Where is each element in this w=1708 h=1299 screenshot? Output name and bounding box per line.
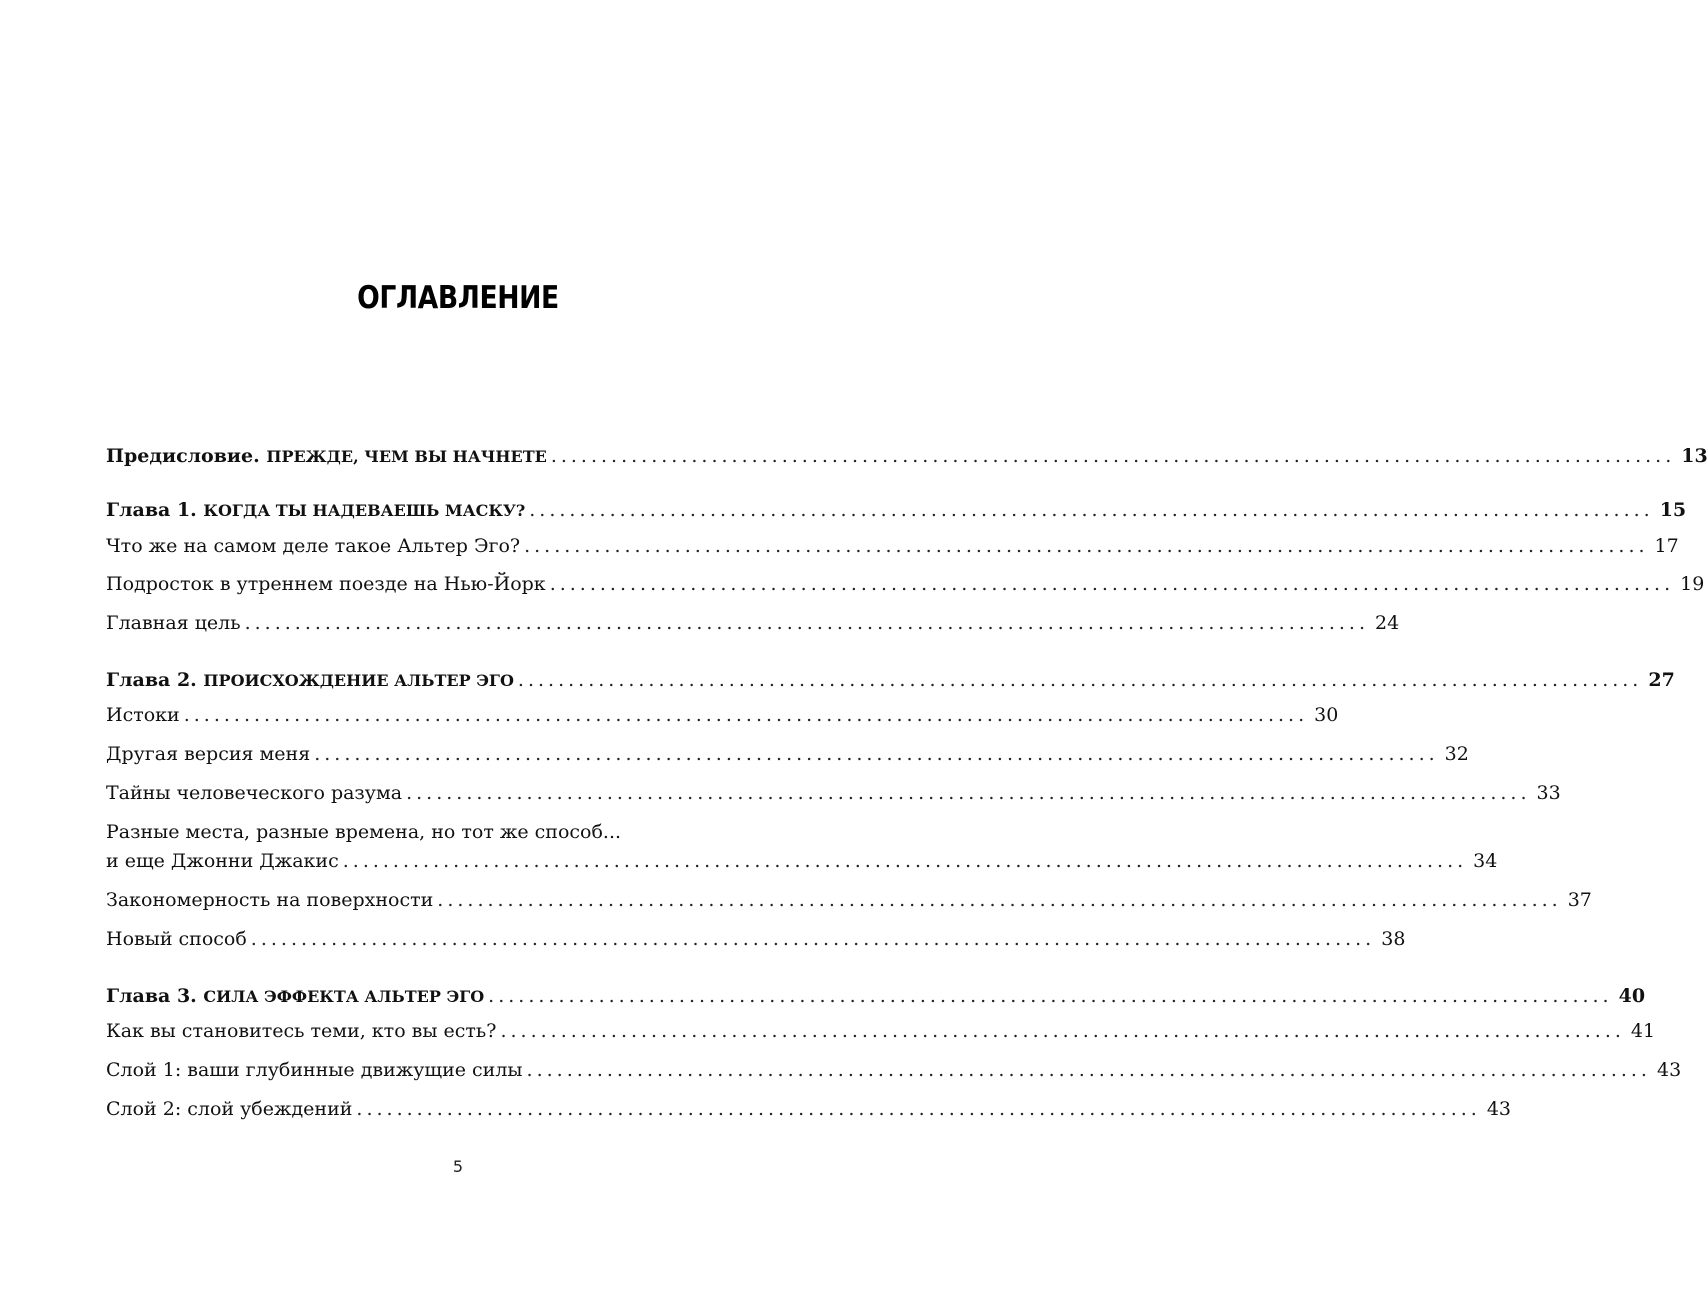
entry-title: Истоки [106,704,180,726]
dot-leader: ................................................................................................................ [250,928,1376,950]
entry-page-number: 43 [1486,1098,1512,1120]
entry-lead: Глава 1. [106,499,197,521]
toc-entry-section[interactable] [106,742,1469,766]
toc-entry-section[interactable] [106,888,1592,912]
dot-leader: ................................................................................................................ [244,612,1370,634]
toc-entry-section[interactable] [106,1058,1682,1082]
entry-page-number: 40 [1618,985,1646,1007]
toc-entry-section[interactable] [106,1097,1512,1121]
page-number: 5 [452,1157,464,1176]
entry-page-number: 38 [1381,928,1406,950]
entry-page-number: 19 [1680,573,1705,595]
entry-lead: Глава 3. [106,985,197,1007]
dot-leader: ................................................................................................................ [342,850,1468,872]
entry-page-number: 15 [1659,499,1687,521]
toc-entry-section[interactable] [106,820,1498,873]
entry-title: Слой 1: ваши глубинные движущие силы [106,1059,523,1081]
entry-title-line-1: Разные места, разные времена, но тот же способ... [106,821,622,843]
entry-title: Тайны человеческого разума [106,782,403,804]
dot-leader: ................................................................................................................ [406,782,1531,804]
entry-page-number: 13 [1681,445,1708,467]
dot-leader: ................................................................................................................ [529,499,1654,521]
dot-leader: ................................................................................................................ [517,669,1643,691]
toc-entry-section[interactable] [106,534,1679,558]
entry-title: ПРОИСХОЖДЕНИЕ АЛЬТЕР ЭГО [203,671,514,690]
toc-entry-section[interactable] [106,1019,1656,1043]
entry-page-number: 24 [1375,612,1400,634]
entry-page-number: 27 [1648,669,1675,691]
dot-leader: ................................................................................................................ [526,1059,1651,1081]
entry-title: Новый способ [106,928,247,950]
dot-leader: ................................................................................................................ [314,743,1439,765]
entry-title: КОГДА ТЫ НАДЕВАЕШЬ МАСКУ? [203,501,526,520]
entry-title: СИЛА ЭФФЕКТА АЛЬТЕР ЭГО [203,987,485,1006]
entry-title: Слой 2: слой убеждений [106,1098,353,1120]
entry-page-number: 37 [1567,889,1592,911]
entry-lead: Глава 2. [106,669,197,691]
toc-entry-section[interactable] [106,781,1561,805]
entry-page-number: 30 [1314,704,1339,726]
dot-leader: ................................................................................................................ [500,1020,1625,1042]
entry-title: Другая версия меня [106,743,311,765]
entry-title: Закономерность на поверхности [106,889,434,911]
toc-entry-section[interactable] [106,703,1339,727]
dot-leader: ................................................................................................................ [356,1098,1481,1120]
dot-leader: ................................................................................................................ [524,535,1649,557]
entry-page-number: 33 [1536,782,1561,804]
dot-leader: ................................................................................................................ [549,573,1675,595]
entry-title: Подросток в утреннем поезде на Нью-Йорк [106,573,546,595]
toc-entry-section[interactable] [106,927,1406,951]
entry-lead: Предисловие. [106,445,260,467]
dot-leader: ................................................................................................................ [550,445,1676,467]
entry-page-number: 34 [1473,850,1498,872]
dot-leader: ................................................................................................................ [183,704,1309,726]
entry-page-number: 32 [1444,743,1469,765]
toc-entry-section[interactable] [106,572,1705,596]
entry-title-line-2: и еще Джонни Джакис [106,850,339,872]
toc-entry-chapter-3[interactable] [106,984,1646,1009]
toc-entry-chapter-1[interactable] [106,498,1687,523]
entry-title: Как вы становитесь теми, кто вы есть? [106,1020,497,1042]
entry-page-number: 43 [1656,1059,1682,1081]
entry-title: Главная цель [106,612,241,634]
toc-entry-preface[interactable] [106,444,1708,469]
entry-page-number: 17 [1654,535,1679,557]
entry-title: Что же на самом деле такое Альтер Эго? [106,535,521,557]
toc-entry-section[interactable] [106,611,1400,635]
entry-title: ПРЕЖДЕ, ЧЕМ ВЫ НАЧНЕТЕ [266,447,547,466]
entry-page-number: 41 [1630,1020,1656,1042]
dot-leader: ................................................................................................................ [488,985,1613,1007]
dot-leader: ................................................................................................................ [437,889,1562,911]
page-title: ОГЛАВЛЕНИЕ [357,280,559,316]
toc-entry-chapter-2[interactable] [106,668,1675,693]
